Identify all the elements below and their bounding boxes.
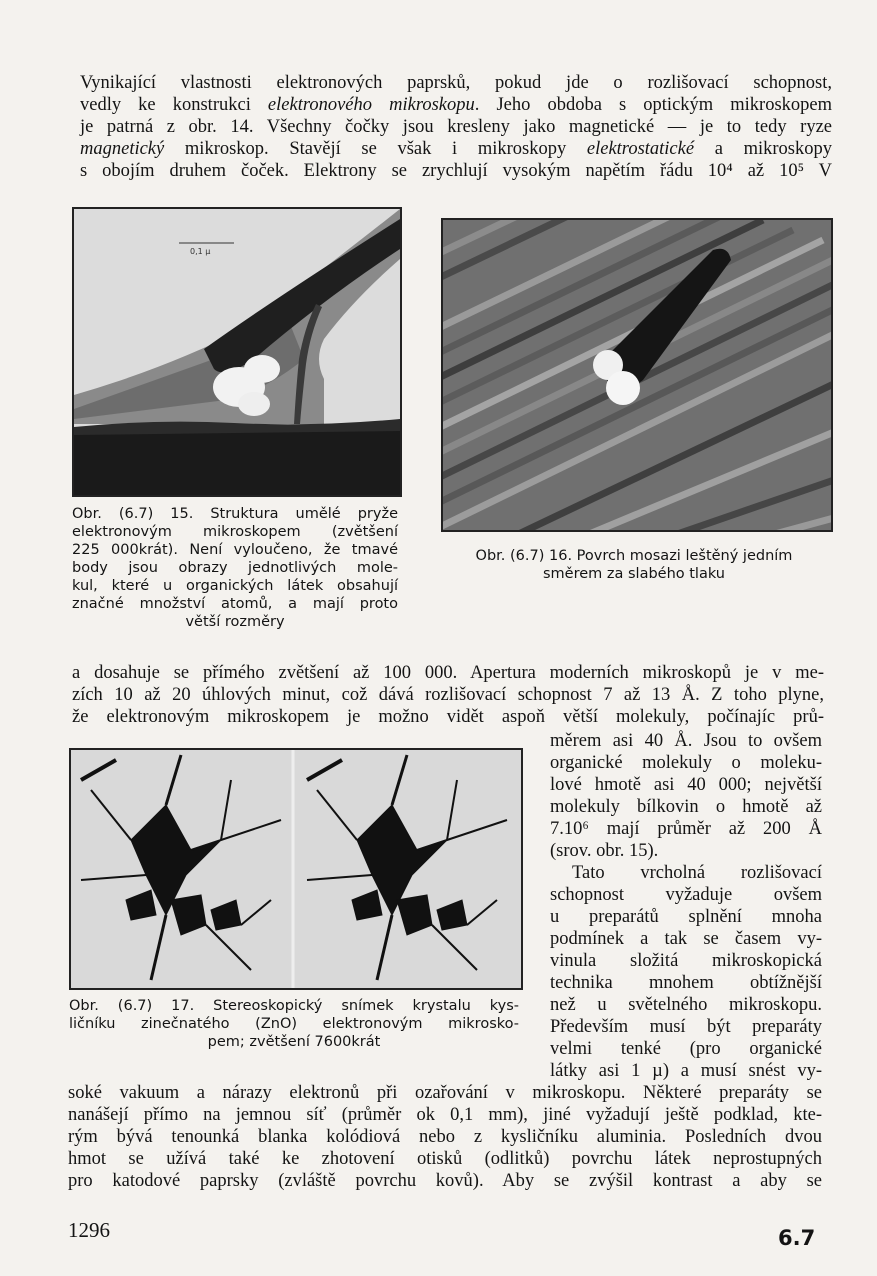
- intro-line-5: s obojím druhem čoček. Elektrony se zrychlují vysokým napětím řádu 10⁴ až 10⁵ V: [80, 161, 832, 181]
- body-line-2: zích 10 až 20 úhlových minut, což dává rozlišovací schopnost 7 až 13 Å. Z toho plyne,: [72, 685, 824, 705]
- body-line-3: že elektronovým mikroskopem je možno vidět aspoň větší molekuly, počínajíc prů-: [72, 707, 824, 727]
- body-right-line-15: velmi tenké (pro organické: [550, 1039, 822, 1059]
- figure-17-caption-2: ličníku zinečnatého (ZnO) elektronovým mikrosko-: [69, 1016, 519, 1032]
- figure-15-caption-5: kul, které u organických látek obsahují: [72, 578, 398, 594]
- figure-15-caption-7: větší rozměry: [185, 614, 285, 630]
- body-right-line-1: měrem asi 40 Å. Jsou to ovšem: [550, 731, 822, 751]
- section-number: 6.7: [778, 1226, 816, 1250]
- body-right-line-11: vinula složitá mikroskopická: [550, 951, 822, 971]
- figure-16-caption-1: Obr. (6.7) 16. Povrch mosazi leštěný jedním: [475, 548, 793, 564]
- body-line-1: a dosahuje se přímého zvětšení až 100 000. Apertura moderních mikroskopů je v me-: [72, 663, 824, 683]
- body-bottom-line-3: rým bývá tenounká blanka kolódiová nebo z kysličníku aluminia. Posledních dvou: [68, 1127, 822, 1147]
- figure-15-caption-6: značné množství atomů, a mají proto: [72, 596, 398, 612]
- body-right-line-7: Tato vrcholná rozlišovací: [572, 863, 822, 883]
- body-bottom-line-2: nanášejí přímo na jemnou síť (průměr ok 0,1 mm), jiné vyžadují ještě podklad, kte-: [68, 1105, 822, 1125]
- body-right-line-6: (srov. obr. 15).: [550, 841, 659, 861]
- body-right-line-4: molekuly bílkovin o hmotě až: [550, 797, 822, 817]
- figure-15-rubber-structure: [72, 207, 402, 497]
- page-number: 1296: [68, 1218, 110, 1242]
- body-right-line-14: Především musí být preparáty: [550, 1017, 822, 1037]
- body-right-line-10: podmínek a tak se časem vy-: [550, 929, 822, 949]
- figure-15-scale-label: 0,1 µ: [190, 247, 211, 256]
- body-right-line-2: organické molekuly o moleku-: [550, 753, 822, 773]
- figure-17-zno-crystal-stereo: [69, 748, 523, 990]
- figure-17-caption-3: pem; zvětšení 7600krát: [207, 1034, 381, 1050]
- intro-line-2: vedly ke konstrukci elektronového mikroskopu. Jeho obdoba s optickým mikroskopem: [80, 95, 832, 115]
- intro-line-1: Vynikající vlastnosti elektronových paprsků, pokud jde o rozlišovací schopnost,: [80, 73, 832, 93]
- figure-15-caption-2: elektronovým mikroskopem (zvětšení: [72, 524, 398, 540]
- body-right-line-5: 7.10⁶ mají průměr až 200 Å: [550, 819, 822, 839]
- body-right-line-9: u preparátů splnění mnoha: [550, 907, 822, 927]
- body-right-line-13: než u světelného mikroskopu.: [550, 995, 822, 1015]
- figure-16-brass-surface: [441, 218, 833, 532]
- body-bottom-line-5: pro katodové paprsky (zvláště povrchu kovů). Aby se zvýšil kontrast a aby se: [68, 1171, 822, 1191]
- body-bottom-line-1: soké vakuum a nárazy elektronů při ozařování v mikroskopu. Některé preparáty se: [68, 1083, 822, 1103]
- body-right-line-8: schopnost vyžaduje ovšem: [550, 885, 822, 905]
- body-right-line-12: technika mnohem obtížnější: [550, 973, 822, 993]
- figure-16-caption-2: směrem za slabého tlaku: [542, 566, 725, 582]
- intro-line-3: je patrná z obr. 14. Všechny čočky jsou kresleny jako magnetické — je to tedy ryze: [80, 117, 832, 137]
- body-right-line-3: lové hmotě asi 40 000; největší: [550, 775, 822, 795]
- figure-15-caption-3: 225 000krát). Není vyloučeno, že tmavé: [72, 542, 398, 558]
- intro-line-4: magnetický mikroskop. Stavějí se však i mikroskopy elektrostatické a mikroskopy: [80, 139, 833, 159]
- body-right-line-16: látky asi 1 µ) a musí snést vy-: [550, 1061, 822, 1081]
- body-bottom-line-4: hmot se užívá také ke zhotovení otisků (odlitků) povrchu látek neprostupných: [68, 1149, 822, 1169]
- figure-15-caption-4: body jsou obrazy jednotlivých mole-: [72, 560, 398, 576]
- figure-15-caption-1: Obr. (6.7) 15. Struktura umělé pryže: [72, 506, 398, 522]
- figure-17-caption-1: Obr. (6.7) 17. Stereoskopický snímek krystalu kys-: [69, 998, 519, 1014]
